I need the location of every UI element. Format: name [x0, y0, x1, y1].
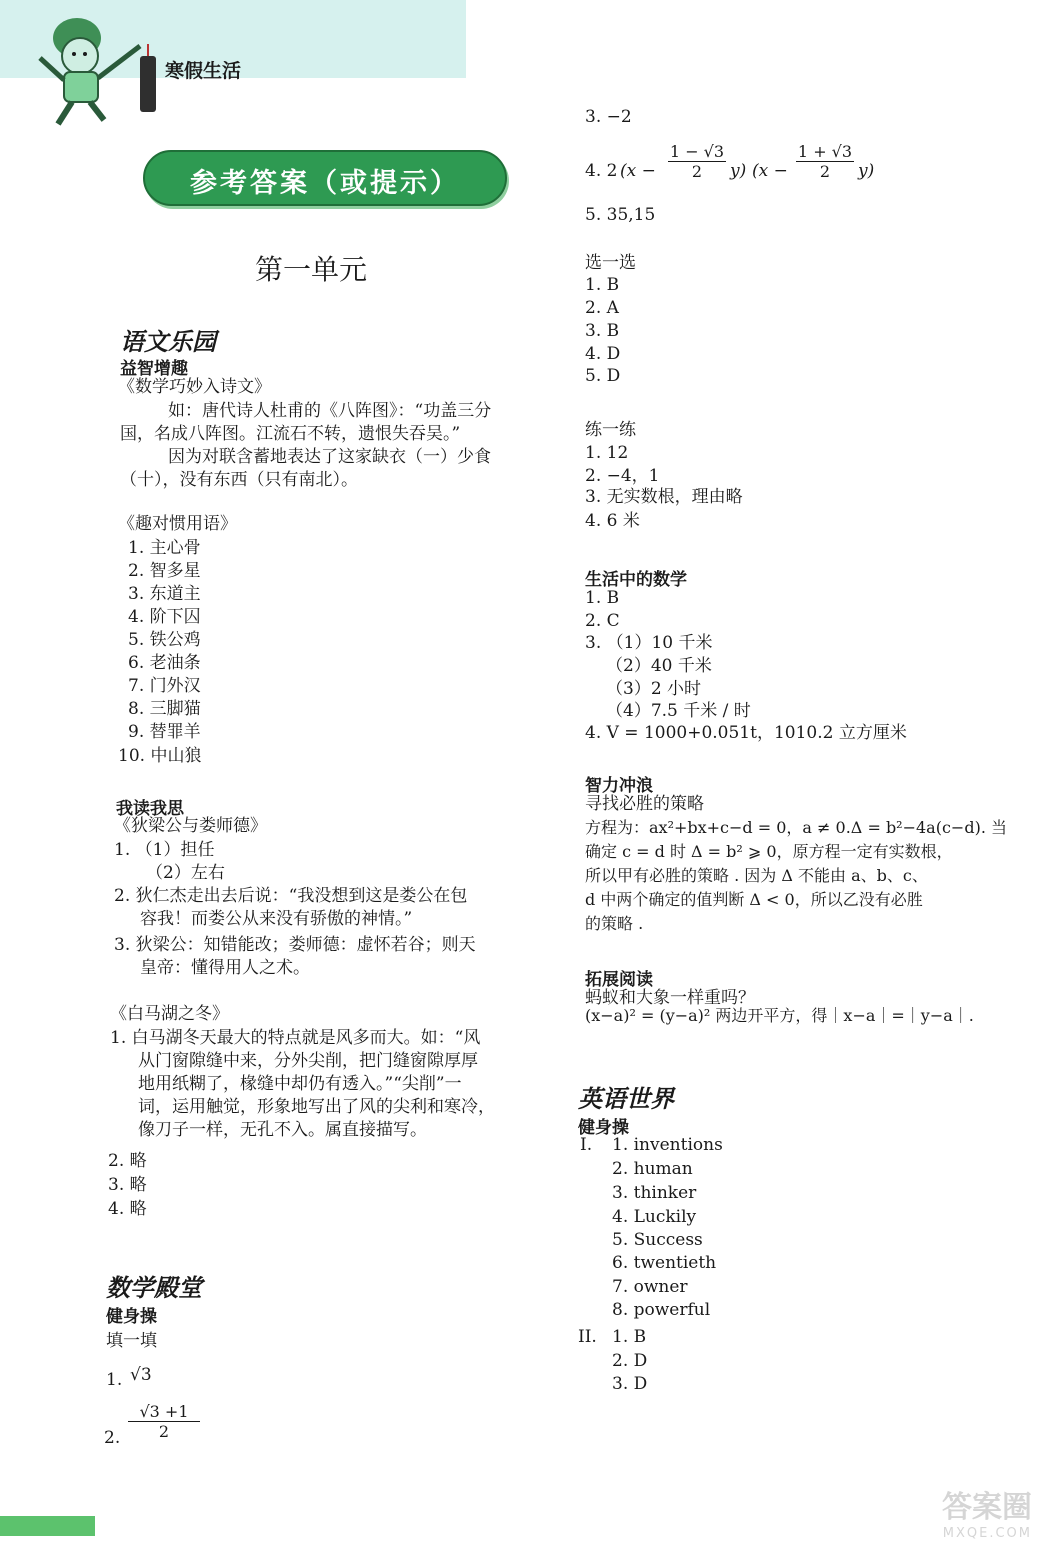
subsection-title: 健身操 — [106, 1307, 157, 1327]
list-item: 5. Success — [612, 1230, 703, 1250]
list-item: 7. 门外汉 — [128, 676, 201, 696]
text-line: 2. 狄仁杰走出去后说：“我没想到这是娄公在包 — [114, 886, 468, 906]
math-value: √3 — [130, 1365, 152, 1385]
list-item: 2. D — [612, 1351, 648, 1371]
list-item: 3. 东道主 — [128, 584, 201, 604]
list-item: 5. 35,15 — [585, 205, 656, 225]
expression-part: (x − — [752, 161, 788, 181]
text-line: 3. 狄梁公：知错能改；娄师德：虚怀若谷；则天 — [114, 935, 476, 955]
list-item: 9. 替罪羊 — [128, 722, 201, 742]
fraction-denominator: 2 — [128, 1421, 200, 1441]
list-item: 2. A — [585, 298, 619, 318]
subsection-title: 拓展阅读 — [585, 970, 653, 990]
text-line: 像刀子一样，无孔不入。属直接描写。 — [138, 1120, 427, 1140]
expression-prefix: 4. 2 — [585, 161, 618, 181]
fraction-numerator: √3 +1 — [139, 1402, 189, 1421]
list-item: 3. （1）10 千米 — [585, 633, 713, 653]
text-line: 所以甲有必胜的策略 . 因为 Δ 不能由 a、b、c、 — [585, 866, 928, 885]
list-item: 4. 阶下囚 — [128, 607, 201, 627]
text-line: 国，名成八阵图。江流石不转，遗恨失吞吴。” — [120, 424, 461, 444]
list-item: 3. D — [612, 1374, 648, 1394]
list-item: 1. B — [585, 275, 620, 295]
list-item: 1. B — [585, 588, 620, 608]
list-item: 1. 12 — [585, 443, 629, 463]
text-line: 地用纸糊了，椽缝中却仍有透入。”“尖削”一 — [138, 1074, 462, 1094]
watermark-subtext: MXQE.COM — [942, 1526, 1032, 1541]
fraction-numerator: 1 − √3 — [669, 142, 725, 161]
list-item: 4. V = 1000+0.051t，1010.2 立方厘米 — [585, 723, 907, 743]
article-title: 《白马湖之冬》 — [110, 1004, 229, 1024]
subsection-title: 智力冲浪 — [585, 776, 653, 796]
text-line: d 中两个确定的值判断 Δ < 0，所以乙没有必胜 — [585, 890, 923, 909]
text-line: （2）左右 — [146, 863, 225, 883]
list-item: 7. owner — [612, 1277, 688, 1297]
section-title-math: 数学殿堂 — [106, 1274, 202, 1302]
roman-numeral: I. — [580, 1135, 593, 1155]
list-item: 3. 略 — [108, 1175, 147, 1195]
fraction — [796, 142, 854, 181]
subsection-title: 生活中的数学 — [585, 570, 687, 590]
list-item-number: 1. — [106, 1370, 123, 1390]
text-line: 如：唐代诗人杜甫的《八阵图》：“功盖三分 — [168, 401, 492, 421]
text-line: 方程为：ax²+bx+c−d = 0，a ≠ 0.Δ = b²−4a(c−d). 当 — [585, 818, 1007, 837]
list-item: （2）40 千米 — [606, 656, 712, 676]
subsection-title: 练一练 — [585, 420, 636, 440]
subsection-title: 健身操 — [578, 1118, 629, 1138]
watermark-logo — [812, 1482, 1032, 1541]
text-line: 寻找必胜的策略 — [585, 794, 704, 814]
list-item: （4）7.5 千米 / 时 — [606, 701, 751, 721]
text-line: 因为对联含蓄地表达了这家缺衣（一）少食 — [168, 447, 491, 467]
expression-part: y) — [858, 161, 875, 181]
subsection-title: 填一填 — [106, 1331, 157, 1351]
list-item: 2. −4，1 — [585, 466, 660, 486]
text-line: 确定 c = d 时 Δ = b² ⩾ 0，原方程一定有实数根， — [585, 842, 953, 861]
list-item: 6. 老油条 — [128, 653, 201, 673]
list-item: 3. 无实数根，理由略 — [585, 487, 743, 507]
list-item: 2. C — [585, 611, 620, 631]
fraction — [128, 1402, 200, 1441]
mascot-illustration — [22, 8, 162, 130]
expression-part: y) — [730, 161, 747, 181]
text-line: 皇帝：懂得用人之术。 — [140, 958, 310, 978]
text-line: 1. （1）担任 — [114, 840, 215, 860]
answer-banner — [143, 150, 507, 206]
fraction — [668, 142, 726, 181]
answer-banner-label: 参考答案（或提示） — [190, 168, 460, 199]
expression-part: (x − — [620, 161, 656, 181]
list-item: 3. B — [585, 321, 620, 341]
fraction-denominator: 2 — [668, 161, 726, 181]
text-line: 词，运用触觉，形象地写出了风的尖利和寒冷， — [138, 1097, 495, 1117]
list-item: 6. twentieth — [612, 1253, 717, 1273]
footer-strip — [0, 1516, 95, 1536]
list-item: 1. inventions — [612, 1135, 723, 1155]
section-title-english: 英语世界 — [578, 1085, 674, 1113]
subsection-title: 益智增趣 — [120, 359, 188, 379]
list-item: 8. 三脚猫 — [128, 699, 201, 719]
text-line: 蚂蚁和大象一样重吗？ — [585, 988, 755, 1008]
text-line: 1. 白马湖冬天最大的特点就是风多而大。如：“风 — [110, 1028, 481, 1048]
article-title: 《狄梁公与娄师德》 — [114, 816, 267, 836]
list-item: 10. 中山狼 — [118, 746, 202, 766]
text-line: （十），没有东西（只有南北）。 — [120, 470, 358, 490]
list-item: 2. 略 — [108, 1151, 147, 1171]
text-line: 容我！而娄公从来没有骄傲的神情。” — [140, 909, 413, 929]
list-item: 3. −2 — [585, 107, 632, 127]
list-item: 2. human — [612, 1159, 693, 1179]
section-title-chinese: 语文乐园 — [120, 328, 216, 356]
subsection-title: 选一选 — [585, 253, 636, 273]
list-item: （3）2 小时 — [606, 679, 702, 699]
subsection-title: 我读我思 — [116, 799, 184, 819]
list-item: 5. D — [585, 366, 621, 386]
fraction-denominator: 2 — [796, 161, 854, 181]
list-item: 4. Luckily — [612, 1207, 697, 1227]
text-line: 的策略 . — [585, 914, 644, 933]
header-title: 寒假生活 — [165, 60, 242, 82]
list-item-number: 2. — [104, 1428, 121, 1448]
list-item: 1. B — [612, 1327, 647, 1347]
roman-numeral: II. — [578, 1327, 597, 1347]
watermark-text: 答案圈 — [942, 1490, 1032, 1525]
text-line: (x−a)² = (y−a)² 两边开平方，得｜x−a｜=｜y−a｜. — [585, 1006, 974, 1025]
list-item: 4. 6 米 — [585, 511, 640, 531]
fraction-numerator: 1 + √3 — [797, 142, 853, 161]
list-item: 8. powerful — [612, 1300, 711, 1320]
unit-title: 第一单元 — [255, 253, 368, 286]
list-item: 1. 主心骨 — [128, 538, 201, 558]
list-item: 3. thinker — [612, 1183, 697, 1203]
article-title: 《趣对惯用语》 — [118, 514, 237, 534]
list-item: 5. 铁公鸡 — [128, 630, 201, 650]
text-line: 从门窗隙缝中来，分外尖削，把门缝窗隙厚厚 — [138, 1051, 478, 1071]
article-title: 《数学巧妙入诗文》 — [118, 377, 271, 397]
list-item: 4. 略 — [108, 1199, 147, 1219]
list-item: 2. 智多星 — [128, 561, 201, 581]
list-item: 4. D — [585, 344, 621, 364]
